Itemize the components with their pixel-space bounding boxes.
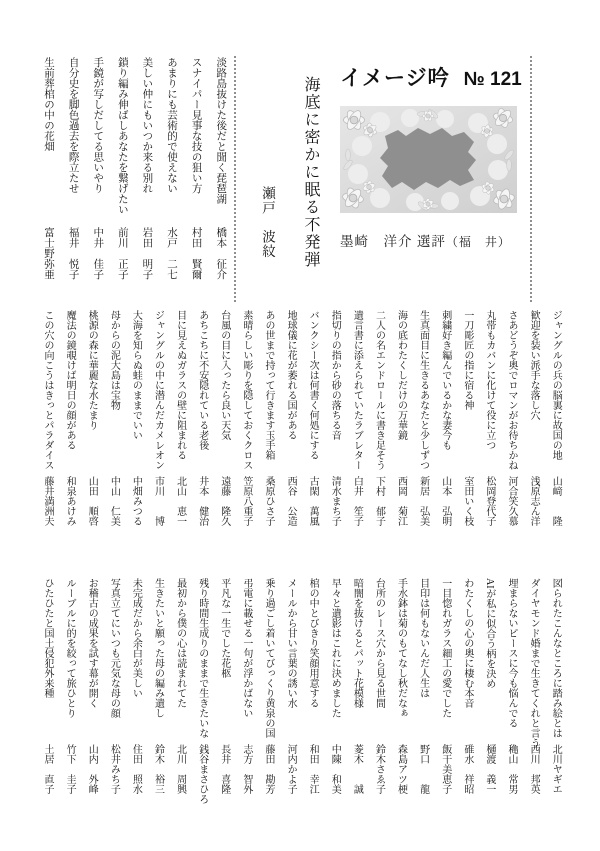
body-poem-row-1 [36, 310, 566, 568]
poem-author: 住田 照水 [130, 744, 142, 794]
body2-poem-column-12 [301, 578, 323, 845]
poem-text: この穴の向こうはきっとパラダイス [42, 310, 54, 470]
poem-author: 中陳 和美 [329, 744, 341, 794]
poem-text: ひたひたと国土侵犯外来種 [42, 578, 54, 698]
title-block [340, 62, 522, 250]
body2-poem-column-19 [146, 578, 168, 845]
featured-poem-column-7 [61, 57, 86, 297]
poem-text: 一刀彫匠の指に宿る神 [461, 310, 473, 410]
poem-author: 中畑みつる [130, 476, 142, 526]
poem-text: 生きたいと願った母の編み遺し [152, 578, 164, 718]
issue-number: № 121 [463, 69, 522, 90]
featured-poem-column-5 [110, 57, 135, 297]
body2-poem-column-17 [190, 578, 212, 845]
poem-author: 清水まち子 [329, 476, 341, 526]
poem-author: 西川 邦英 [528, 744, 540, 794]
poem-text: 残り時間生成りのままで生きたいな [196, 578, 208, 738]
poem-text: 刺繍好き編んでいるかな妻今も [439, 310, 451, 450]
poem-author: 和泉あけみ [64, 476, 76, 526]
poem-text: 素晴らしい彫りを隠しておくクロス [240, 310, 252, 470]
poem-author: 藤井満洲夫 [42, 476, 54, 526]
poem-author: 菱木 誠 [351, 744, 363, 794]
body1-poem-column-15 [235, 310, 257, 568]
body1-poem-column-13 [279, 310, 301, 568]
poem-text: スナイパー見事な技の狙い方 [190, 57, 202, 194]
poem-author: 中井 佳子 [92, 227, 104, 280]
poem-author: 山本 弘明 [439, 476, 451, 526]
poem-author: 樋渡 義一 [483, 744, 495, 794]
body1-poem-column-21 [102, 310, 124, 568]
poem-author: 古閑 萬風 [307, 476, 319, 526]
poem-author: 松井みち子 [108, 744, 120, 794]
poem-author: 北川ヤギエ [550, 744, 562, 794]
poem-author: 福井 悦子 [67, 227, 79, 280]
poem-author: 野口 龍 [417, 744, 429, 794]
body2-poem-column-15 [235, 578, 257, 845]
poem-text: ダイヤモンド婚まで生きてくれと言う [528, 578, 540, 748]
poem-author: 村田 賢爾 [190, 227, 202, 280]
poem-text: 棺の中とびきり笑顔用意する [307, 578, 319, 708]
body2-poem-column-6 [433, 578, 455, 845]
poem-author: 室田いく枝 [461, 476, 473, 526]
poem-text: あまりにも芸術的で使えない [166, 57, 178, 194]
poem-text: ジャングルの中に潜んだカメレオン [152, 310, 164, 470]
body2-poem-column-22 [80, 578, 102, 845]
poem-author: 鈴木さゑ子 [373, 744, 385, 794]
poem-text: あちこちに不安隠れている老後 [196, 310, 208, 450]
body1-poem-column-16 [213, 310, 235, 568]
poem-author: 志方 智外 [240, 744, 252, 794]
poem-text: あの世まで持って行きます玉手箱 [262, 310, 274, 460]
body2-poem-column-9 [367, 578, 389, 845]
poem-text: 指切りの指から砂の落ちる音 [329, 310, 341, 440]
featured-poem-column-3 [159, 57, 184, 297]
poem-author: 市川 博 [152, 476, 164, 526]
body2-poem-column-18 [168, 578, 190, 845]
body2-poem-column-1 [544, 578, 566, 845]
body1-poem-column-12 [301, 310, 323, 568]
poem-author: 山﨑 隆 [550, 476, 562, 526]
poem-author: 長井 喜隆 [218, 744, 230, 794]
body1-poem-column-22 [80, 310, 102, 568]
body1-poem-column-23 [58, 310, 80, 568]
body2-poem-column-20 [124, 578, 146, 845]
body1-poem-column-2 [522, 310, 544, 568]
poem-text: 未完成だから余白が美しい [130, 578, 142, 698]
poem-text: 美しい仲にもいつか来る別れ [141, 57, 153, 194]
poem-author: 白井 笙子 [351, 476, 363, 526]
poem-text: 大海を知らぬ蛙のままでいい [130, 310, 142, 440]
body1-poem-column-17 [190, 310, 212, 568]
poem-text: 遺言書に添えられていたラブレター [351, 310, 363, 470]
selector-name: 墨崎 洋介 [340, 234, 413, 249]
body1-poem-column-6 [433, 310, 455, 568]
magazine-title: イメージ吟 [340, 67, 450, 90]
poem-text: さあどうぞ奥でロマンがお待ちかね [506, 310, 518, 470]
poem-author: 新居 弘美 [417, 476, 429, 526]
poem-text: 鎖り編み伸ばしあなたを繋げたい [116, 57, 128, 215]
body1-poem-column-20 [124, 310, 146, 568]
poem-author: 遠藤 隆久 [218, 476, 230, 526]
poem-text: 最初から僕の心は読まれてた [174, 578, 186, 708]
poem-text: ジャングルの兵の脳裏に故国の地 [550, 310, 562, 460]
poem-author: 笠原八重子 [240, 476, 252, 526]
featured-poem-column-8 [36, 57, 61, 297]
poem-text: 歓迎を装い派手な落し穴 [528, 310, 540, 420]
floral-relief-artwork [340, 106, 517, 213]
body1-poem-column-19 [146, 310, 168, 568]
body2-poem-column-11 [323, 578, 345, 845]
poem-text: 手水鉢は菊のもてなし秋だなぁ [395, 578, 407, 718]
poem-text: 丸帯もカバンに化けて役に立つ [483, 310, 495, 450]
poem-author: 山田 順啓 [86, 476, 98, 526]
poem-text: 地球儀に花が萎れる国がある [285, 310, 297, 440]
headline-author: 瀬戸 波紋 [260, 186, 275, 259]
body2-poem-column-14 [257, 578, 279, 845]
poem-text: 桃源の森に華麗な水たまり [86, 310, 98, 430]
poem-text: 早々と遺影はこれに決めました [329, 578, 341, 718]
featured-poem-column-4 [135, 57, 160, 297]
poem-author: 銭谷まさひろ [196, 744, 208, 804]
body2-poem-column-21 [102, 578, 124, 845]
poem-text: AIが私に似合う柄を決め [483, 578, 495, 689]
poem-text: 目に見えぬガラスの壁に阻まれる [174, 310, 186, 460]
poem-text: 台風の目に入ったら良い天気 [218, 310, 230, 440]
poem-author: 鈴木 裕三 [152, 744, 164, 794]
body2-poem-column-2 [522, 578, 544, 845]
poem-author: 森島アツ梗 [395, 744, 407, 794]
body2-poem-column-16 [213, 578, 235, 845]
poem-text: 二人の名エンドロールに書き足そう [373, 310, 385, 470]
poem-author: 水戸 二七 [166, 227, 178, 280]
body1-poem-column-11 [323, 310, 345, 568]
poem-author: 土居 直子 [42, 744, 54, 794]
poem-text: 生前葬棺の中の花畑 [43, 57, 55, 152]
body2-poem-column-7 [411, 578, 433, 845]
poem-author: 竹下 圭子 [64, 744, 76, 794]
poem-author: 北山 恵一 [174, 476, 186, 526]
poem-text: メールから甘い言葉の誘い水 [285, 578, 297, 708]
poem-text: 目印は何もないんだ人生は [417, 578, 429, 698]
poem-text: お稽古の成果を試す幕が開く [86, 578, 98, 708]
body1-poem-column-7 [411, 310, 433, 568]
body1-poem-column-3 [500, 310, 522, 568]
poem-text: 淡路島抜けた後だと聞く琵琶湖 [215, 57, 227, 204]
poem-author: 浅原志ん洋 [528, 476, 540, 526]
poem-author: 藤田 勘芳 [262, 744, 274, 794]
poem-author: 北川 周興 [174, 744, 186, 794]
body2-poem-column-5 [456, 578, 478, 845]
poem-author: 河内かよ子 [285, 744, 297, 794]
body1-poem-column-4 [478, 310, 500, 568]
poem-author: 碓水 祥昭 [461, 744, 473, 794]
magazine-header [340, 62, 522, 92]
poem-text: 生真面目に生きるあなたと少しずつ [417, 310, 429, 470]
poem-text: 写真立てにいつも元気な母の顔 [108, 578, 120, 718]
poem-author: 和田 幸江 [307, 744, 319, 794]
body1-poem-column-10 [345, 310, 367, 568]
featured-poem-column-6 [85, 57, 110, 297]
body1-poem-column-5 [456, 310, 478, 568]
body1-poem-column-9 [367, 310, 389, 568]
poem-author: 橋本 征介 [215, 227, 227, 280]
body1-poem-column-1 [544, 310, 566, 568]
poem-author: 西岡 菊江 [395, 476, 407, 526]
headline-title: 海底に密かに眠る不発弾 [302, 76, 319, 269]
poem-text: 海の底わたくしだけの万華鏡 [395, 310, 407, 440]
poem-text: 自分史を脚色過去を際立たせ [67, 57, 79, 194]
poem-text: 乗り過ごし着いてびっくり黄泉の国 [262, 578, 274, 738]
body-poem-row-2 [36, 578, 566, 845]
poem-text: 埋まらないピースに今も悩んでる [506, 578, 518, 728]
body2-poem-column-24 [36, 578, 58, 845]
dotted-divider-right [530, 56, 532, 302]
poem-text: 魔法の鏡覗けば明日の顔がある [64, 310, 76, 450]
poem-author: 西谷 公造 [285, 476, 297, 526]
featured-poem-column-1 [208, 57, 233, 297]
body2-poem-column-23 [58, 578, 80, 845]
poem-author: 富士野弥亜 [43, 227, 55, 280]
poem-author: 前川 正子 [116, 227, 128, 280]
selector-region: （福 井） [445, 235, 511, 249]
featured-poem-column-2 [184, 57, 209, 297]
poem-author: 中山 仁美 [108, 476, 120, 526]
poem-text: 手鏡が写しだしてる思いやり [92, 57, 104, 194]
selector-line [340, 230, 522, 250]
poem-text: ルーブルに的を絞って旅ひとり [64, 578, 76, 718]
selector-label: 選評 [416, 234, 446, 249]
poem-text: 暗闇を抜けるとパット花模様 [351, 578, 363, 708]
poem-author: 飯干美恵子 [439, 744, 451, 794]
poem-author: 下村 郁子 [373, 476, 385, 526]
body1-poem-column-18 [168, 310, 190, 568]
poem-text: 平凡な一生でした花柩 [218, 578, 230, 678]
poem-text: 弔電に載せる一句が浮かばない [240, 578, 252, 718]
body2-poem-column-8 [389, 578, 411, 845]
poem-text: 一目惚れガラス細工の愛でした [439, 578, 451, 718]
body2-poem-column-13 [279, 578, 301, 845]
poem-text: 台所のレース穴から見る世間 [373, 578, 385, 708]
poem-author: 井本 健治 [196, 476, 208, 526]
dotted-divider-middle [234, 56, 236, 302]
body2-poem-column-10 [345, 578, 367, 845]
poem-author: 穐山 常男 [506, 744, 518, 794]
poem-author: 山内 外峰 [86, 744, 98, 794]
poem-text: 図られたこんなところに踏み絵とは [550, 578, 562, 738]
body1-poem-column-14 [257, 310, 279, 568]
poem-author: 岩田 明子 [141, 227, 153, 280]
poem-author: 河合笑久慕 [506, 476, 518, 526]
poem-text: 母からの泥大島は宝物 [108, 310, 120, 410]
featured-poems-section [36, 57, 233, 297]
body2-poem-column-3 [500, 578, 522, 845]
body1-poem-column-24 [36, 310, 58, 568]
body1-poem-column-8 [389, 310, 411, 568]
poem-text: わたくしの心の奥に棲む本音 [461, 578, 473, 708]
poem-text: バンクシー次は何書く何処にする [307, 310, 319, 460]
poem-author: 桑原ひさ子 [262, 476, 274, 526]
poem-author: 松岡登代子 [483, 476, 495, 526]
body2-poem-column-4 [478, 578, 500, 845]
